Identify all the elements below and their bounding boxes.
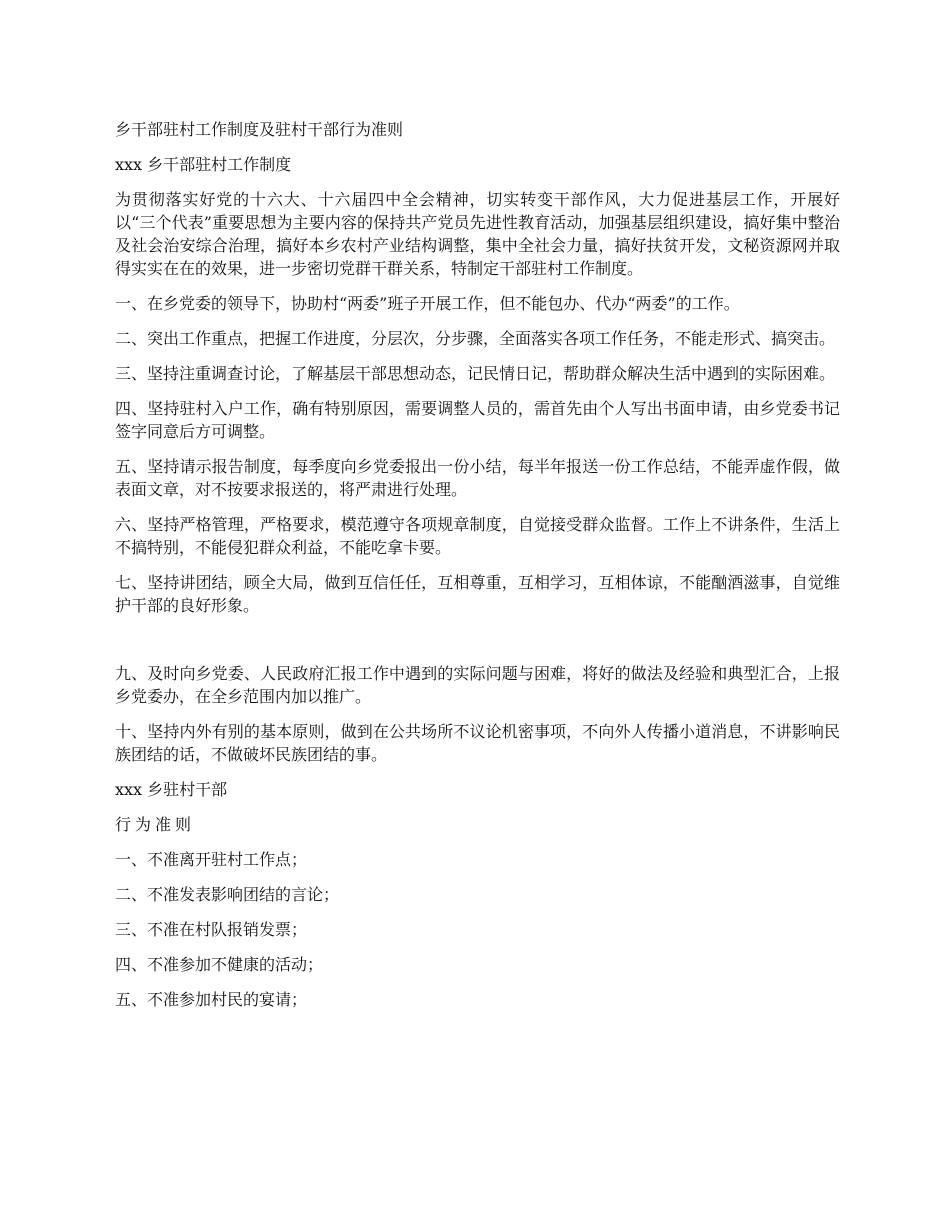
conduct-rule-2: 二、不准发表影响团结的言论； [115,885,340,904]
rule-paragraph-3: 三、坚持注重调查讨论，了解基层干部思想动态，记民情日记，帮助群众解决生活中遇到的实际困难。 [115,364,836,383]
document-title: 乡干部驻村工作制度及驻村干部行为准则 [115,120,404,139]
document-page [115,118,840,1023]
rule-paragraph-6: 六、坚持严格管理，严格要求，模范遵守各项规章制度，自觉接受群众监督。工作上不讲条件，生活上不搞特别，不能侵犯群众利益，不能吃拿卡要。 [115,515,840,557]
section-subheading-code-of-conduct: 行为准则 [115,815,196,834]
blank-gap [115,629,840,662]
conduct-rule-1: 一、不准离开驻村工作点； [115,850,308,869]
rule-paragraph-7: 七、坚持讲团结，顾全大局，做到互信任任，互相尊重，互相学习，互相体谅，不能酗酒滋事，自觉维护干部的良好形象。 [115,573,840,615]
rule-paragraph-1: 一、在乡党委的领导下，协助村“两委”班子开展工作，但不能包办、代办“两委”的工作。 [115,294,740,313]
rule-paragraph-2: 二、突出工作重点，把握工作进度，分层次，分步骤，全面落实各项工作任务，不能走形式、搞突击。 [115,329,836,348]
rule-paragraph-5: 五、坚持请示报告制度，每季度向乡党委报出一份小结，每半年报送一份工作总结，不能弄虚作假，做表面文章，对不按要求报送的，将严肃进行处理。 [115,457,840,499]
conduct-rule-3: 三、不准在村队报销发票； [115,920,308,939]
section-heading-village-cadres: xxx 乡驻村干部 [115,780,228,799]
rule-paragraph-4: 四、坚持驻村入户工作，确有特别原因，需要调整人员的，需首先由个人写出书面申请，由乡党委书记签字同意后方可调整。 [115,399,840,441]
rule-paragraph-9: 九、及时向乡党委、人民政府汇报工作中遇到的实际问题与困难，将好的做法及经验和典型汇合，上报乡党委办，在全乡范围内加以推广。 [115,664,840,706]
conduct-rule-5: 五、不准参加村民的宴请； [115,990,308,1009]
conduct-rule-4: 四、不准参加不健康的活动； [115,955,324,974]
rule-paragraph-10: 十、坚持内外有别的基本原则，做到在公共场所不议论机密事项，不向外人传播小道消息，不讲影响民族团结的话，不做破坏民族团结的事。 [115,722,840,764]
intro-paragraph: 为贯彻落实好党的十六大、十六届四中全会精神，切实转变干部作风，大力促进基层工作，开展好以“三个代表”重要思想为主要内容的保持共产党员先进性教育活动，加强基层组织建设，搞好集中整治及社会治安综合治理，搞好本乡农村产业结构调整，集中全社会力量，搞好扶贫开发，文秘资源网并取得实实在在的效果，进一步密切党群干群关系，特制定干部驻村工作制度。 [115,190,840,278]
section-heading-work-system: xxx 乡干部驻村工作制度 [115,155,292,174]
